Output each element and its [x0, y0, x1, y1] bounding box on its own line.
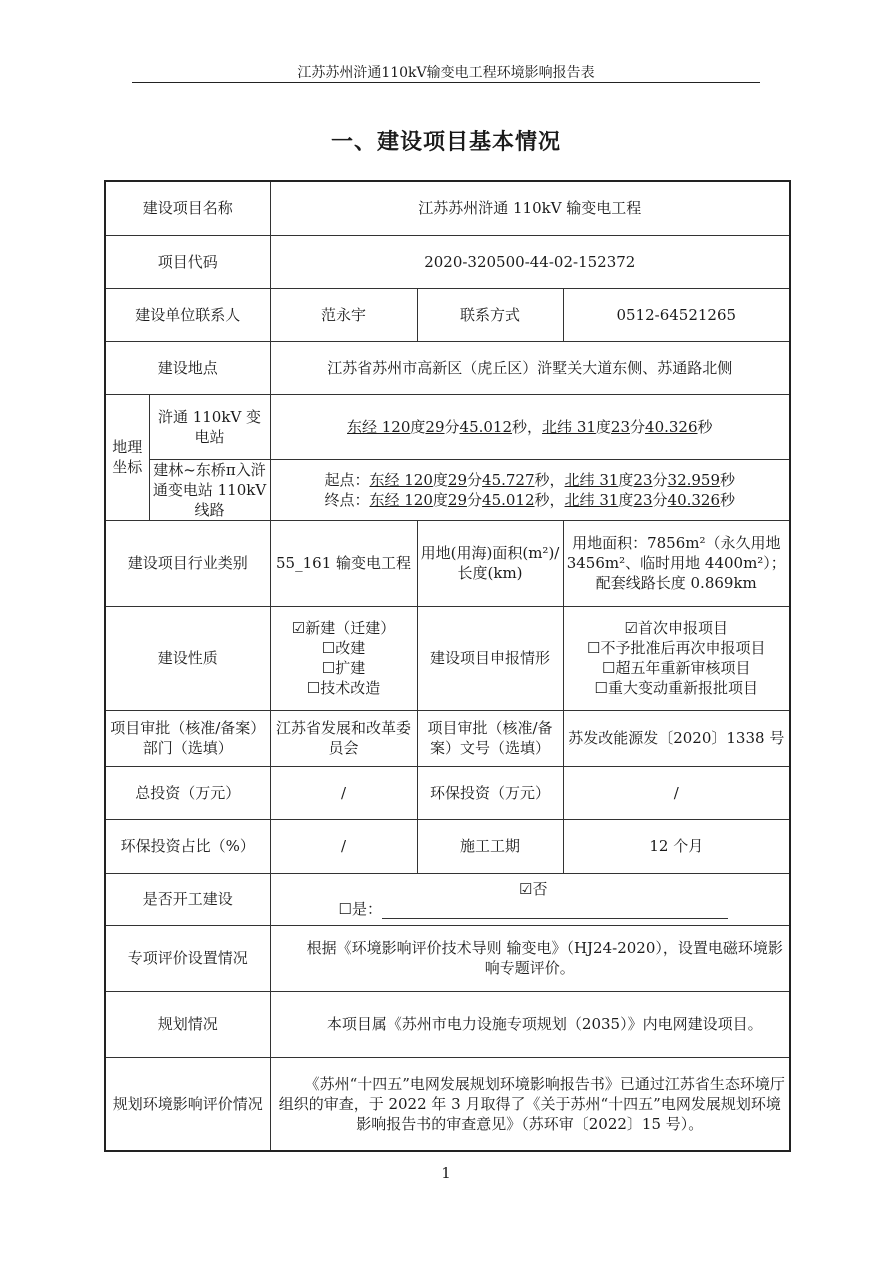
checkbox-started[interactable]: [281, 899, 787, 919]
coord-part: 40.326: [667, 490, 721, 509]
coord-part: 45.012: [459, 417, 513, 436]
label-special-eval: 专项评价设置情况: [105, 925, 270, 991]
line-start-coords: [274, 470, 787, 490]
row-location: [105, 341, 790, 394]
coord-prefix: 终点：: [324, 490, 370, 509]
coord-text: 分: [652, 470, 668, 489]
label-industry: 建设项目行业类别: [105, 520, 270, 606]
coord-part: 23: [610, 417, 631, 436]
label-phone: 联系方式: [417, 288, 563, 341]
coord-text: 度: [618, 490, 634, 509]
checkbox-redeclare[interactable]: ☐不予批准后再次申报项目: [587, 639, 766, 657]
line-end-coords: [274, 490, 787, 510]
label-started: 是否开工建设: [105, 873, 270, 925]
label-investment: 总投资（万元）: [105, 766, 270, 819]
label-env-investment: 环保投资（万元）: [417, 766, 563, 819]
label-period: 施工工期: [417, 819, 563, 873]
coord-part: 32.959: [667, 470, 721, 489]
nature-options: [270, 606, 417, 710]
coord-prefix: 起点：: [324, 470, 370, 489]
row-approval: [105, 710, 790, 766]
label-env-ratio: 环保投资占比（%）: [105, 819, 270, 873]
label-contact: 建设单位联系人: [105, 288, 270, 341]
row-planning-eia: [105, 1057, 790, 1151]
coord-text: 度: [410, 417, 426, 436]
label-substation: 浒通 110kV 变电站: [149, 394, 270, 459]
row-geo-substation: [105, 394, 790, 459]
value-area: 用地面积：7856m²（永久用地 3456m²、临时用地 4400m²）；配套线路长度 0.869km: [563, 520, 790, 606]
value-phone: 0512-64521265: [563, 288, 790, 341]
coord-text: 分: [652, 490, 668, 509]
coord-part: 北纬 31: [542, 417, 596, 436]
coord-part: 东经 120: [347, 417, 411, 436]
coord-part: 40.326: [645, 417, 698, 436]
checkbox-five-year-review[interactable]: ☐超五年重新审核项目: [602, 659, 751, 677]
value-env-ratio: /: [270, 819, 417, 873]
value-location: 江苏省苏州市高新区（虎丘区）浒墅关大道东侧、苏通路北侧: [270, 341, 790, 394]
checkbox-major-change[interactable]: ☐重大变动重新报批项目: [594, 679, 758, 697]
value-substation-coords: [270, 394, 790, 459]
label-approval-dept: 项目审批（核准/备案）部门（选填）: [105, 710, 270, 766]
value-period: 12 个月: [563, 819, 790, 873]
project-info-table: [104, 180, 791, 1152]
page-number: 1: [441, 1164, 451, 1182]
coord-text: 分: [467, 470, 483, 489]
label-planning: 规划情况: [105, 991, 270, 1057]
label-area: 用地(用海)面积(m²)/长度(km): [417, 520, 563, 606]
label-declare: 建设项目申报情形: [417, 606, 563, 710]
row-industry: [105, 520, 790, 606]
page-header: 江苏苏州浒通110kV输变电工程环境影响报告表: [297, 65, 595, 81]
value-investment: /: [270, 766, 417, 819]
coord-text: 度: [595, 417, 611, 436]
value-planning: 本项目属《苏州市电力设施专项规划（2035）》内电网建设项目。: [270, 991, 790, 1057]
checkbox-tech-upgrade[interactable]: ☐技术改造: [306, 679, 381, 697]
label-project-name: 建设项目名称: [105, 181, 270, 235]
coord-text: 度: [618, 470, 634, 489]
row-contact: [105, 288, 790, 341]
coord-part: 45.727: [482, 470, 535, 489]
coord-text: 度: [432, 470, 448, 489]
checkbox-not-started[interactable]: ☑否: [519, 880, 548, 898]
label-geo: 地理坐标: [105, 394, 149, 520]
coord-part: 29: [425, 417, 445, 436]
label-project-code: 项目代码: [105, 235, 270, 288]
coord-part: 29: [447, 470, 468, 489]
value-line-coords: [270, 459, 790, 520]
coord-text: 秒，: [512, 417, 543, 436]
coord-part: 东经 120: [369, 470, 433, 489]
started-blank-line: [382, 904, 728, 919]
checkbox-rebuild[interactable]: ☐改建: [321, 639, 366, 657]
value-contact: 范永宇: [270, 288, 417, 341]
section-title: 一、建设项目基本情况: [330, 130, 561, 155]
coord-part: 23: [633, 470, 653, 489]
started-options: [270, 873, 790, 925]
value-project-code: 2020-320500-44-02-152372: [270, 235, 790, 288]
coord-part: 45.012: [482, 490, 535, 509]
coord-text: 秒，: [534, 490, 565, 509]
value-approval-doc: 苏发改能源发〔2020〕1338 号: [563, 710, 790, 766]
checkbox-first-declare[interactable]: ☑首次申报项目: [624, 619, 728, 637]
coord-text: 度: [432, 490, 448, 509]
coord-part: 北纬 31: [564, 490, 619, 509]
coord-text: 分: [444, 417, 460, 436]
value-project-name: 江苏苏州浒通 110kV 输变电工程: [270, 181, 790, 235]
value-special-eval: 根据《环境影响评价技术导则 输变电》（HJ24-2020），设置电磁环境影响专题评价。: [270, 925, 790, 991]
coord-text: 分: [630, 417, 646, 436]
label-nature: 建设性质: [105, 606, 270, 710]
coord-text: 分: [467, 490, 483, 509]
coord-text: 秒: [697, 417, 713, 436]
checkbox-new-build[interactable]: ☑新建（迁建）: [291, 619, 396, 637]
value-planning-eia: 《苏州“十四五”电网发展规划环境影响报告书》已通过江苏省生态环境厅组织的审查，于 2022 年 3 月取得了《关于苏州“十四五”电网发展规划环境影响报告书的审查意见》（苏环审〔2022〕15 号）。: [270, 1057, 790, 1151]
row-investment: [105, 766, 790, 819]
row-env-ratio: [105, 819, 790, 873]
coord-text: 秒: [720, 470, 736, 489]
row-geo-line: [105, 459, 790, 520]
declare-options: [563, 606, 790, 710]
started-yes-label: ☐是：: [338, 900, 382, 918]
coord-part: 东经 120: [369, 490, 433, 509]
row-project-code: [105, 235, 790, 288]
row-project-name: [105, 181, 790, 235]
label-approval-doc: 项目审批（核准/备案）文号（选填）: [417, 710, 563, 766]
header-divider: [132, 82, 760, 83]
checkbox-expand[interactable]: ☐扩建: [321, 659, 366, 677]
coord-part: 29: [447, 490, 468, 509]
row-planning: [105, 991, 790, 1057]
row-nature: [105, 606, 790, 710]
value-industry: 55_161 输变电工程: [270, 520, 417, 606]
value-approval-dept: 江苏省发展和改革委员会: [270, 710, 417, 766]
coord-part: 北纬 31: [564, 470, 619, 489]
label-line: 建林~东桥π入浒通变电站 110kV 线路: [149, 459, 270, 520]
coord-part: 23: [633, 490, 653, 509]
label-location: 建设地点: [105, 341, 270, 394]
row-started: [105, 873, 790, 925]
row-special-eval: [105, 925, 790, 991]
value-env-investment: /: [563, 766, 790, 819]
coord-text: 秒，: [534, 470, 565, 489]
label-planning-eia: 规划环境影响评价情况: [105, 1057, 270, 1151]
coord-text: 秒: [720, 490, 736, 509]
